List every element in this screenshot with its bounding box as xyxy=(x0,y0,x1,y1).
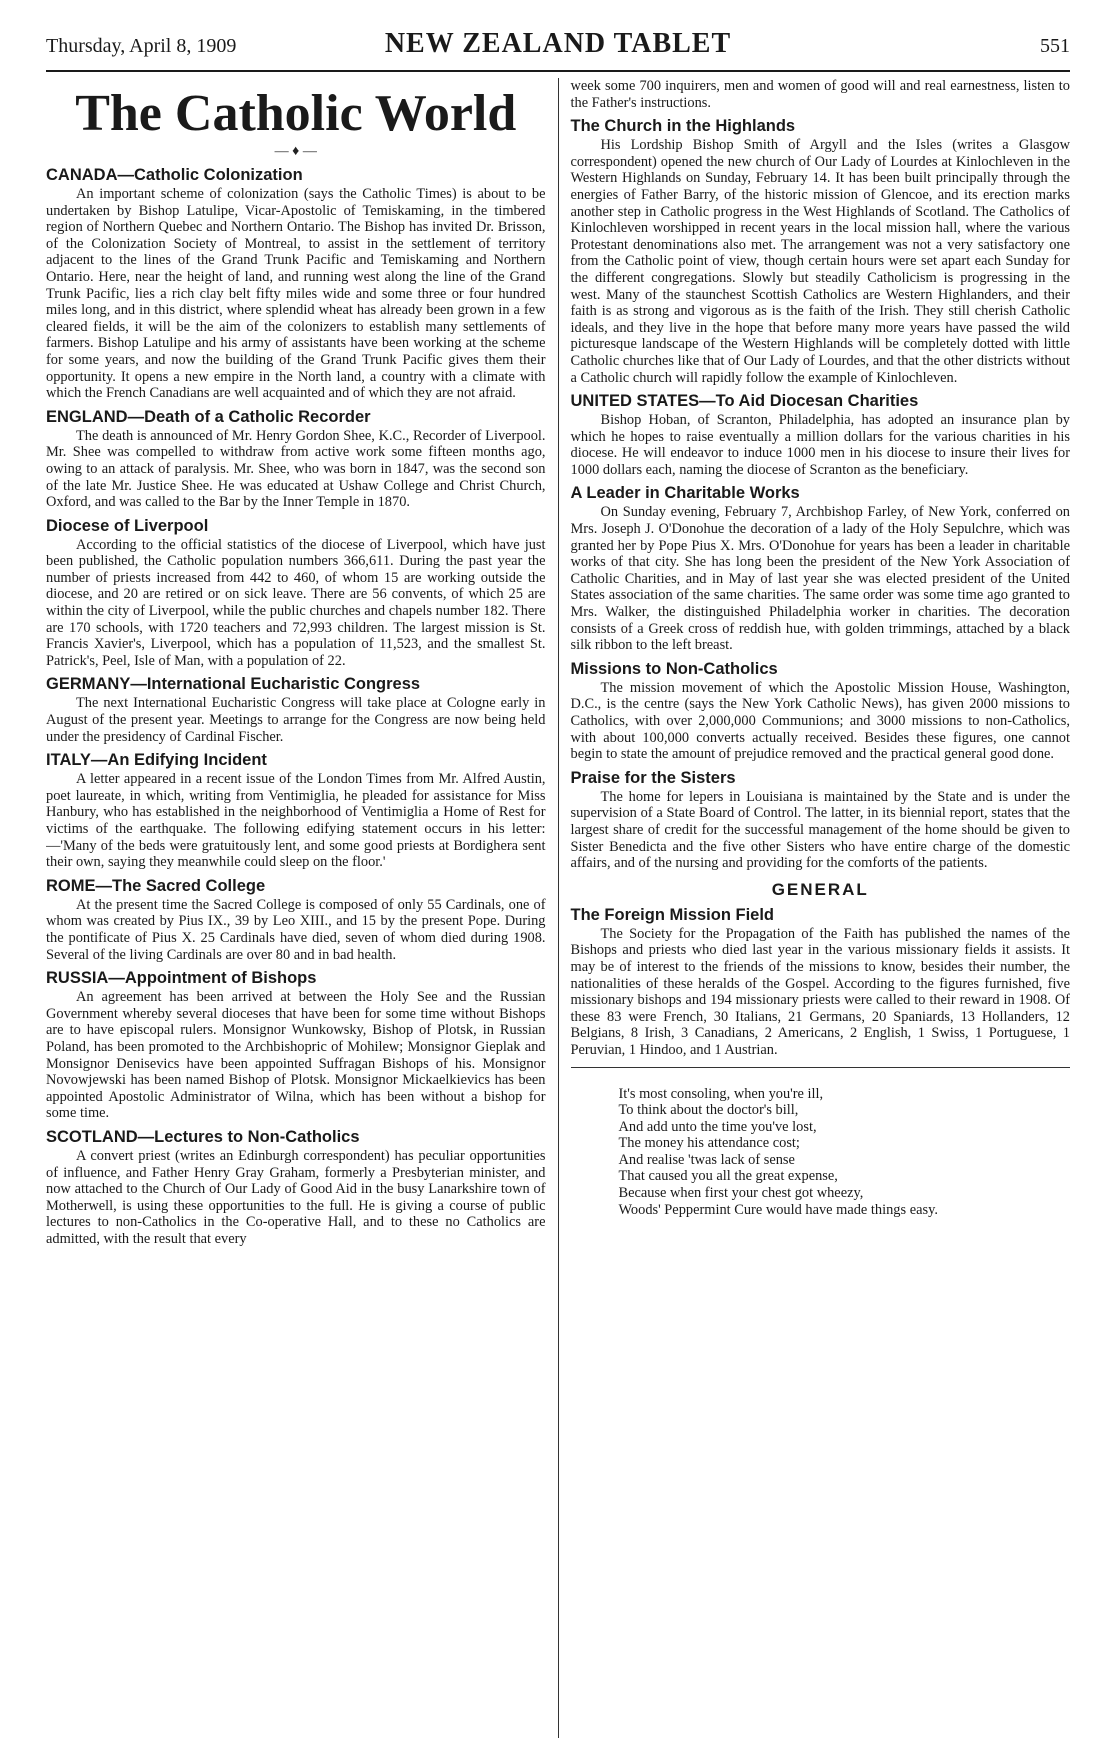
issue-date: Thursday, April 8, 1909 xyxy=(46,35,237,57)
article-paragraph: The home for lepers in Louisiana is maintained by the State and is under the supervision of a State Board of Control. The latter, in its biennial report, states that the largest share of credit for the successful management of the home should be given to Sister Benedicta and the five other Sisters who have entire charge of the domestic affairs, and of the nursing and providing for the comforts of the patients. xyxy=(570,788,1070,872)
poem-line: The money his attendance cost; xyxy=(618,1135,800,1152)
columns xyxy=(46,78,1070,1738)
article-paragraph: A letter appeared in a recent issue of the London Times from Mr. Alfred Austin, poet laureate, in which, writing from Ventimiglia, he pleaded for assistance for Miss Hanbury, who has established in the neighborhood of Ventimiglia a Home of Rest for victims of the earthquake. The following edifying statement occurs in his letter:—'Many of the beds were gratuitously lent, and some good priests at Bordighera sent their own, saying they meanwhile could sleep on the floor.' xyxy=(46,771,546,871)
advertisement-poem xyxy=(619,1086,1071,1219)
right-column xyxy=(559,78,1071,1738)
article-heading: ITALY—An Edifying Incident xyxy=(46,751,267,770)
poem-line: And add unto the time you've lost, xyxy=(618,1118,817,1135)
poem-line: It's most consoling, when you're ill, xyxy=(618,1085,824,1102)
left-column xyxy=(46,78,559,1738)
general-heading: GENERAL xyxy=(771,879,869,899)
article-heading: Diocese of Liverpool xyxy=(46,516,209,535)
left-articles xyxy=(46,165,546,1247)
article-paragraph: An important scheme of colonization (says the Catholic Times) is about to be undertaken by Bishop Latulipe, Vicar-Apostolic of Temiskaming, in the timbered region of Northern Quebec and Northern Ontario. The Bishop has invited Dr. Brisson, of the Colonization Society of Montreal, to assist in the settlement of territory adjacent to the lines of the Grand Trunk Pacific and Temiskaming and Northern Ontario. Here, near the height of land, and running west along the line of the Grand Trunk Pacific, lies a rich clay belt fifty miles wide and some three or four hundred miles long, and in this district, where splendid wheat has already been grown in a few cleared fields, it will be the aim of the colonizers to establish many settlements of farmers. Bishop Latulipe and his army of assistants have been working at the scheme for some years, and now the building of the Grand Trunk Pacific gives them their opportunity. It opens a new empire in the North land, a country with a climate with which the French Canadians are well acquainted and of which they are not afraid. xyxy=(46,186,546,402)
article-paragraph: His Lordship Bishop Smith of Argyll and the Isles (writes a Glasgow correspondent) opened the new church of Our Lady of Lourdes at Kinlochleven in the Western Highlands on Sunday, February 14. It has been built principally through the energies of Father Barry, of the historic mission of Glencoe, and its erection marks another step in Catholic progress in the West Highlands of Scotland. The Catholics of Kinlochleven worshipped in recent years in the local mission hall, where the various Protestant denominations also met. The arrangement was not a very satisfactory one from the Catholic point of view, though certain hours were set apart each Sunday for the different congregations. Slowly but steadily Catholicism is progressing in the west. Many of the staunchest Scottish Catholics are Western Highlanders, and their faith is as strong and vigorous as is the faith of the Irish. They still cherish Catholic ideals, and they live in the hope that before many more years have passed the wild picturesque landscape of the Western Highlands will be completely dotted with little Catholic churches like that of Our Lady of Lourdes, and that the other districts without a Catholic church will rapidly follow the example of Kinlochleven. xyxy=(570,137,1070,386)
poem-line: To think about the doctor's bill, xyxy=(618,1102,799,1119)
article-heading: The Foreign Mission Field xyxy=(570,905,775,924)
article-paragraph: An agreement has been arrived at between the Holy See and the Russian Government whereby several dioceses that have been for some time without Bishops are to have episcopal rulers. Monsignor Wunkowsky, Bishop of Plotsk, in Russian Poland, has been promoted to the Archbishopric of Mohilew; Monsignor Gieplak and Monsignor Denisevics have been appointed Suffragan Bishops of his. Monsignor Novowjewski has been named Bishop of Plotsk. Monsignor Mickaelkievics has been appointed Apostolic Administrator of Wilna, which has been without a bishop for some time. xyxy=(46,989,546,1122)
article-paragraph: On Sunday evening, February 7, Archbishop Farley, of New York, conferred on Mrs. Joseph J. O'Donohue the decoration of a lady of the Holy Sepulchre, which was granted her by Pope Pius X. Mrs. O'Donohue for years has been a leader in charitable works of that city. She has long been the president of the New York Association of Catholic Charities, and in May of last year she was elected president of the United States association of the same charities. The same order was some time ago granted to Mrs. Walker, the distinguished Philadelphia worker in charities. The decoration consists of a Greek cross of reddish hue, with golden trimmings, attached by a black silk ribbon to the left breast. xyxy=(570,504,1070,654)
article-heading: ROME—The Sacred College xyxy=(46,876,266,895)
article-heading: GERMANY—International Eucharistic Congress xyxy=(46,675,421,694)
rule-divider xyxy=(571,1067,1071,1068)
article-heading: CANADA—Catholic Colonization xyxy=(46,166,303,184)
article-heading: UNITED STATES—To Aid Diocesan Charities xyxy=(570,392,919,411)
article-heading: Missions to Non-Catholics xyxy=(570,659,778,678)
poem-line: Woods' Peppermint Cure would have made things easy. xyxy=(618,1201,938,1218)
article-heading: The Church in the Highlands xyxy=(570,117,796,136)
right-after-articles xyxy=(571,905,1071,1059)
poem-line: That caused you all the great expense, xyxy=(618,1168,838,1185)
article-paragraph: Bishop Hoban, of Scranton, Philadelphia, has adopted an insurance plan by which he hopes to raise eventually a million dollars for the various charities in his diocese. He will endeavor to induce 1000 men in his diocese to insure their lives for 1000 dollars each, naming the diocese of Scranton as the beneficiary. xyxy=(570,412,1070,478)
article-heading: A Leader in Charitable Works xyxy=(570,484,800,503)
article-heading: Praise for the Sisters xyxy=(570,768,736,787)
right-articles xyxy=(571,116,1071,872)
poem-line: And realise 'twas lack of sense xyxy=(618,1151,795,1168)
article-heading: SCOTLAND—Lectures to Non-Catholics xyxy=(46,1127,360,1146)
article-paragraph: According to the official statistics of the diocese of Liverpool, which have just been published, the Catholic population numbers 366,611. During the past year the number of priests increased from 442 to 460, of whom 15 are working outside the diocese, and 20 are retired or on sick leave. There are 56 convents, of which 25 are within the city of Liverpool, while the public churches and chapels number 182. There are 170 schools, with 1720 teachers and 72,993 children. The largest mission is St. Francis Xavier's, Liverpool, which has a population of 11,523, and the smallest St. Patrick's, Peel, Isle of Man, with a population of 22. xyxy=(46,536,546,669)
masthead xyxy=(46,28,1070,72)
article-heading: ENGLAND—Death of a Catholic Recorder xyxy=(46,407,371,426)
section-title: The Catholic World xyxy=(75,85,517,142)
article-paragraph: The mission movement of which the Apostolic Mission House, Washington, D.C., is the centre (says the New York Catholic News), has given 2000 missions to Catholics, with over 2,000,000 Communions; and 3000 missions to non-Catholics, with about 100,000 converts actually received. Besides these figures, one cannot begin to state the amount of prejudice removed and the practical general good done. xyxy=(570,679,1070,763)
continued-paragraph: week some 700 inquirers, men and women of good will and real earnestness, listen to the Father's instructions. xyxy=(570,78,1070,111)
article-paragraph: The next International Eucharistic Congress will take place at Cologne early in August of the present year. Meetings to arrange for the Congress are now being held under the presidency of Cardinal Fischer. xyxy=(46,695,546,745)
article-paragraph: At the present time the Sacred College is composed of only 55 Cardinals, one of whom was created by Pius IX., 39 by Leo XIII., and 15 by the present Pope. During the pontificate of Pius X. 25 Cardinals have died, seven of whom died during 1908. Several of the living Cardinals are over 80 and in bad health. xyxy=(46,896,546,963)
ornament-divider: — ♦ — xyxy=(274,144,317,159)
publication-title: NEW ZEALAND TABLET xyxy=(384,28,732,59)
article-heading: RUSSIA—Appointment of Bishops xyxy=(46,969,317,988)
page-number: 551 xyxy=(1039,35,1070,57)
article-paragraph: A convert priest (writes an Edinburgh correspondent) has peculiar opportunities of influence, and Father Henry Gray Graham, formerly a Presbyterian minister, and now attached to the Church of Our Lady of Good Aid in the busy Lanarkshire town of Motherwell, is using these opportunities to the full. He is giving a course of public lectures to non-Catholics in the Co-operative Hall, and to these no Catholics are admitted, with the result that every xyxy=(46,1147,546,1247)
poem-line: Because when first your chest got wheezy, xyxy=(618,1185,864,1202)
article-paragraph: The death is announced of Mr. Henry Gordon Shee, K.C., Recorder of Liverpool. Mr. Shee was compelled to withdraw from active work some fifteen months ago, owing to an attack of paralysis. Mr. Shee, who was born in 1847, was the second son of the late Mr. Justice Shee. He was educated at Ushaw College and Christ Church, Oxford, and was called to the Bar by the Inner Temple in 1870. xyxy=(46,427,546,511)
article-paragraph: The Society for the Propagation of the Faith has published the names of the Bishops and priests who died last year in the various missionary fields it assists. It may be of interest to the friends of the missions to know, besides their number, the nationalities of these heralds of the Gospel. According to the figures furnished, five missionary bishops and 194 missionary priests were called to their reward in 1908. Of these 83 were French, 30 Italians, 21 Germans, 20 Spaniards, 13 Hollanders, 12 Belgians, 8 Irish, 3 Canadians, 2 Americans, 2 English, 1 Swiss, 1 Portuguese, 1 Peruvian, 1 Hindoo, and 1 Austrian. xyxy=(570,925,1070,1058)
